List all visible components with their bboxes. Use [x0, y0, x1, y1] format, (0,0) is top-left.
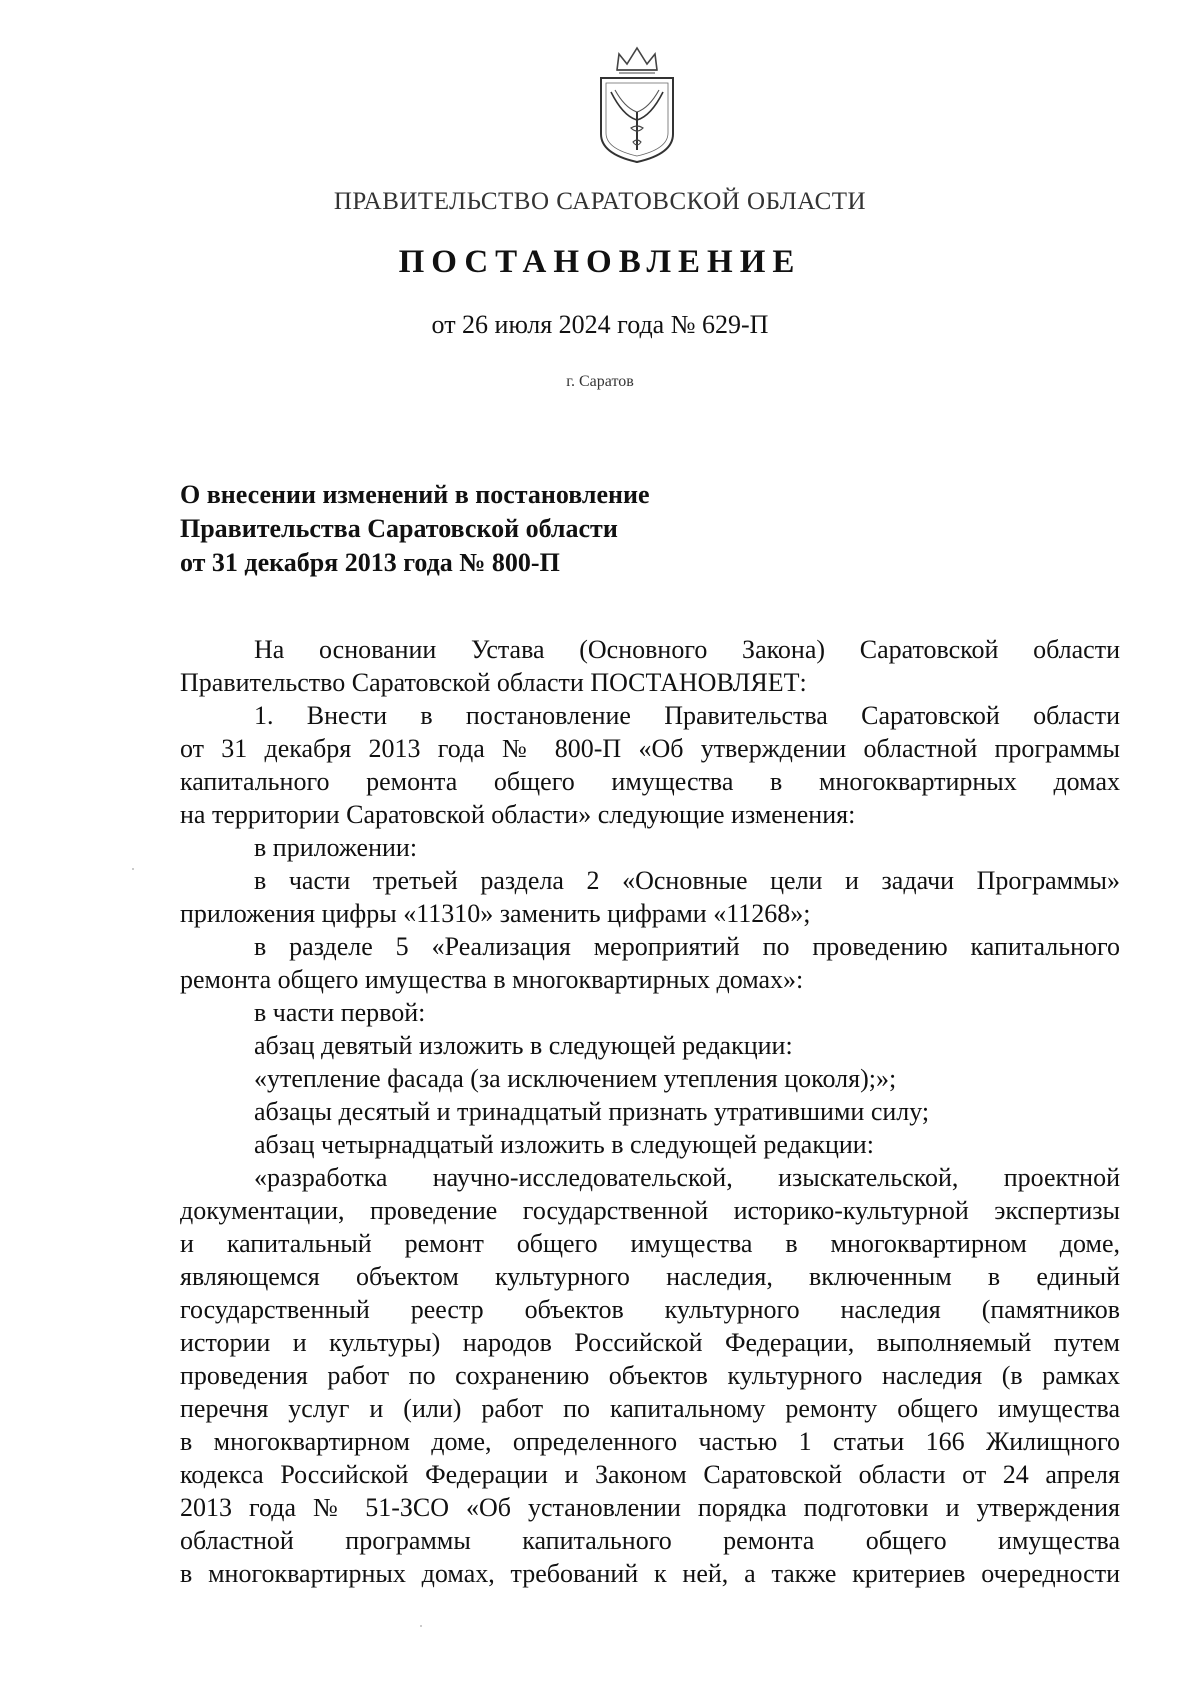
body-line: в разделе 5 «Реализация мероприятий по проведению капитального	[254, 932, 1120, 961]
body-line: в многоквартирном доме, определенного частью 1 статьи 166 Жилищного	[180, 1427, 1120, 1456]
subject-line: от 31 декабря 2013 года № 800-П	[180, 548, 560, 577]
body-line: На основании Устава (Основного Закона) Саратовской области	[254, 635, 1120, 664]
body-line: на территории Саратовской области» следующие изменения:	[180, 800, 856, 829]
body-line: «утепление фасада (за исключением утепления цоколя);»;	[254, 1064, 897, 1093]
scan-speck	[132, 868, 134, 870]
body-line: перечня услуг и (или) работ по капитальному ремонту общего имущества	[180, 1394, 1120, 1423]
document-date-number: от 26 июля 2024 года № 629-П	[431, 310, 769, 339]
government-name: ПРАВИТЕЛЬСТВО САРАТОВСКОЙ ОБЛАСТИ	[333, 188, 867, 215]
scan-speck	[420, 1625, 422, 1627]
body-line: областной программы капитального ремонта общего имущества	[180, 1526, 1120, 1555]
body-line: в приложении:	[254, 833, 418, 862]
subject-line: О внесении изменений в постановление	[180, 480, 650, 509]
body-line: кодекса Российской Федерации и Законом Саратовской области от 24 апреля	[180, 1460, 1120, 1489]
document-subject	[180, 478, 880, 580]
document-body	[180, 633, 1120, 1590]
body-line: в многоквартирных домах, требований к ней, а также критериев очередности	[180, 1559, 1120, 1588]
body-line: абзац четырнадцатый изложить в следующей редакции:	[254, 1130, 874, 1159]
coat-of-arms-icon	[595, 42, 679, 166]
body-line: от 31 декабря 2013 года № 800-П «Об утверждении областной программы	[180, 734, 1120, 763]
body-line: государственный реестр объектов культурного наследия (памятников	[180, 1295, 1120, 1324]
body-line: документации, проведение государственной историко-культурной экспертизы	[180, 1196, 1120, 1225]
body-line: 2013 года № 51-ЗСО «Об установлении порядка подготовки и утверждения	[180, 1493, 1120, 1522]
body-line: приложения цифры «11310» заменить цифрами «11268»;	[180, 899, 811, 928]
subject-line: Правительства Саратовской области	[180, 514, 618, 543]
body-line: проведения работ по сохранению объектов культурного наследия (в рамках	[180, 1361, 1120, 1390]
body-line: «разработка научно-исследовательской, изыскательской, проектной	[254, 1163, 1120, 1192]
document-type-title: ПОСТАНОВЛЕНИЕ	[398, 244, 802, 280]
body-line: являющемся объектом культурного наследия, включенным в единый	[180, 1262, 1120, 1291]
body-line: абзац девятый изложить в следующей редакции:	[254, 1031, 793, 1060]
body-line: и капитальный ремонт общего имущества в многоквартирном доме,	[180, 1229, 1120, 1258]
body-line: в части третьей раздела 2 «Основные цели и задачи Программы»	[254, 866, 1120, 895]
body-line: абзацы десятый и тринадцатый признать утратившими силу;	[254, 1097, 930, 1126]
body-line: Правительство Саратовской области ПОСТАНОВЛЯЕТ:	[180, 668, 807, 697]
body-line: 1. Внести в постановление Правительства Саратовской области	[254, 701, 1120, 730]
body-line: ремонта общего имущества в многоквартирных домах»:	[180, 965, 804, 994]
document-place: г. Саратов	[566, 373, 634, 390]
body-line: истории и культуры) народов Российской Федерации, выполняемый путем	[180, 1328, 1120, 1357]
body-line: капитального ремонта общего имущества в многоквартирных домах	[180, 767, 1120, 796]
body-line: в части первой:	[254, 998, 426, 1027]
